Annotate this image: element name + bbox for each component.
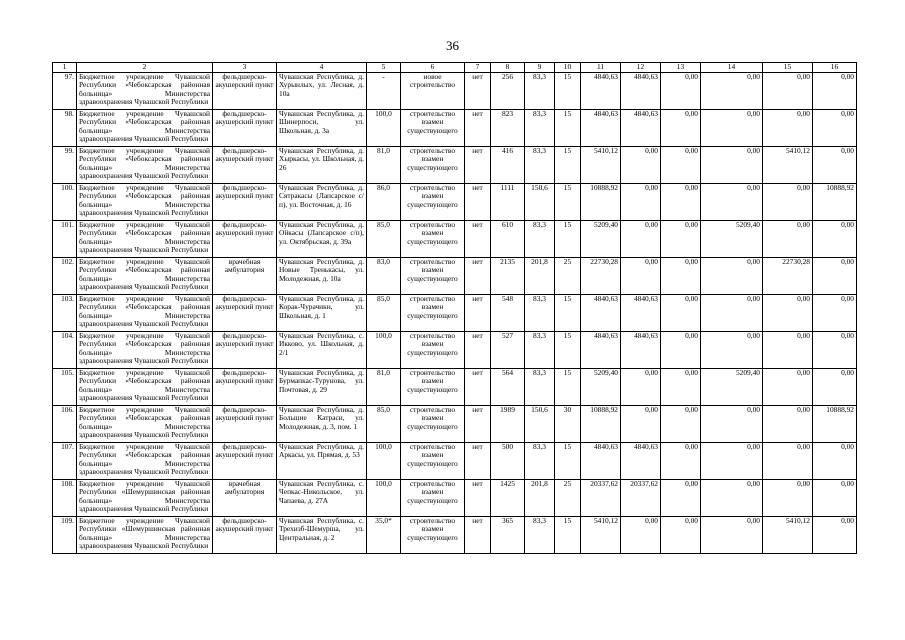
- organization-cell: Бюджетное учреждение Чувашской Республики «Чебоксарская районная больница» Министерства здравоохранения Чувашской Республики: [77, 72, 213, 109]
- area-cell: 83,3: [525, 331, 555, 368]
- total-cost-cell: 5209,40: [581, 220, 621, 257]
- facility-type-cell: фельдшерско-акушерский пункт: [213, 442, 277, 479]
- capacity-cell: 25: [555, 479, 581, 516]
- organization-cell: Бюджетное учреждение Чувашской Республики «Чебоксарская районная больница» Министерства здравоохранения Чувашской Республики: [77, 109, 213, 146]
- wear-percent-cell: 100,0: [367, 109, 401, 146]
- column-header: 3: [213, 63, 277, 73]
- col7-cell: нет: [465, 516, 491, 553]
- organization-cell: Бюджетное учреждение Чувашской Республики «Чебоксарская районная больница» Министерства здравоохранения Чувашской Республики: [77, 294, 213, 331]
- cost-2020-cell: 0,00: [661, 220, 701, 257]
- total-cost-cell: 5410,12: [581, 516, 621, 553]
- facility-type-cell: врачебная амбулатория: [213, 479, 277, 516]
- col7-cell: нет: [465, 442, 491, 479]
- table-row: [53, 220, 857, 257]
- column-header: 10: [555, 63, 581, 73]
- population-cell: 416: [491, 146, 525, 183]
- wear-percent-cell: 83,0: [367, 257, 401, 294]
- cost-2022-cell: 0,00: [763, 331, 813, 368]
- area-cell: 83,3: [525, 442, 555, 479]
- area-cell: 150,6: [525, 183, 555, 220]
- row-number: 99.: [53, 146, 77, 183]
- cost-2021-cell: 0,00: [701, 294, 763, 331]
- total-cost-cell: 4840,63: [581, 109, 621, 146]
- cost-2020-cell: 0,00: [661, 479, 701, 516]
- col7-cell: нет: [465, 109, 491, 146]
- column-header: 5: [367, 63, 401, 73]
- cost-2022-cell: 0,00: [763, 294, 813, 331]
- cost-2020-cell: 0,00: [661, 257, 701, 294]
- col7-cell: нет: [465, 331, 491, 368]
- col7-cell: нет: [465, 183, 491, 220]
- cost-2019-cell: 0,00: [621, 368, 661, 405]
- address-cell: Чувашская Республика, д. Ойкасы (Лапсарское с/п), ул. Октябрьская, д. 39а: [277, 220, 367, 257]
- population-cell: 1425: [491, 479, 525, 516]
- cost-2019-cell: 0,00: [621, 220, 661, 257]
- address-cell: Чувашская Республика, д. Аркасы, ул. Прямая, д. 53: [277, 442, 367, 479]
- address-cell: Чувашская Республика, д. Большие Катраси, ул. Молодежная, д. 3, пом. 1: [277, 405, 367, 442]
- col7-cell: нет: [465, 405, 491, 442]
- capacity-cell: 15: [555, 442, 581, 479]
- organization-cell: Бюджетное учреждение Чувашской Республики «Чебоксарская районная больница» Министерства здравоохранения Чувашской Республики: [77, 220, 213, 257]
- cost-2023-cell: 0,00: [813, 479, 857, 516]
- action-cell: строительство взамен существующего: [401, 183, 465, 220]
- wear-percent-cell: 85,0: [367, 294, 401, 331]
- col7-cell: нет: [465, 257, 491, 294]
- column-header: 15: [763, 63, 813, 73]
- cost-2022-cell: 22730,28: [763, 257, 813, 294]
- total-cost-cell: 5209,40: [581, 368, 621, 405]
- row-number: 108.: [53, 479, 77, 516]
- table-row: [53, 479, 857, 516]
- cost-2022-cell: 5410,12: [763, 516, 813, 553]
- organization-cell: Бюджетное учреждение Чувашской Республики «Чебоксарская районная больница» Министерства здравоохранения Чувашской Республики: [77, 183, 213, 220]
- area-cell: 83,3: [525, 72, 555, 109]
- capacity-cell: 15: [555, 146, 581, 183]
- action-cell: строительство взамен существующего: [401, 109, 465, 146]
- cost-2023-cell: 0,00: [813, 516, 857, 553]
- organization-cell: Бюджетное учреждение Чувашской Республики «Чебоксарская районная больница» Министерства здравоохранения Чувашской Республики: [77, 442, 213, 479]
- capacity-cell: 15: [555, 109, 581, 146]
- facility-type-cell: фельдшерско-акушерский пункт: [213, 72, 277, 109]
- cost-2022-cell: 0,00: [763, 479, 813, 516]
- wear-percent-cell: 81,0: [367, 146, 401, 183]
- cost-2019-cell: 0,00: [621, 516, 661, 553]
- cost-2023-cell: 0,00: [813, 294, 857, 331]
- row-number: 98.: [53, 109, 77, 146]
- table-row: [53, 331, 857, 368]
- table-row: [53, 72, 857, 109]
- row-number: 106.: [53, 405, 77, 442]
- col7-cell: нет: [465, 146, 491, 183]
- total-cost-cell: 4840,63: [581, 72, 621, 109]
- facility-type-cell: фельдшерско-акушерский пункт: [213, 516, 277, 553]
- area-cell: 83,3: [525, 220, 555, 257]
- capacity-cell: 15: [555, 294, 581, 331]
- wear-percent-cell: 100,0: [367, 479, 401, 516]
- column-header: 2: [77, 63, 213, 73]
- cost-2021-cell: 0,00: [701, 72, 763, 109]
- cost-2021-cell: 0,00: [701, 183, 763, 220]
- action-cell: строительство взамен существующего: [401, 405, 465, 442]
- table-row: [53, 368, 857, 405]
- population-cell: 548: [491, 294, 525, 331]
- cost-2021-cell: 0,00: [701, 479, 763, 516]
- cost-2020-cell: 0,00: [661, 368, 701, 405]
- facility-type-cell: фельдшерско-акушерский пункт: [213, 405, 277, 442]
- population-cell: 527: [491, 331, 525, 368]
- column-header: 4: [277, 63, 367, 73]
- column-header: 12: [621, 63, 661, 73]
- cost-2023-cell: 0,00: [813, 257, 857, 294]
- action-cell: строительство взамен существующего: [401, 516, 465, 553]
- cost-2022-cell: 0,00: [763, 72, 813, 109]
- column-header: 16: [813, 63, 857, 73]
- area-cell: 83,3: [525, 516, 555, 553]
- capacity-cell: 15: [555, 331, 581, 368]
- facility-type-cell: фельдшерско-акушерский пункт: [213, 294, 277, 331]
- action-cell: строительство взамен существующего: [401, 294, 465, 331]
- organization-cell: Бюджетное учреждение Чувашской Республики «Чебоксарская районная больница» Министерства здравоохранения Чувашской Республики: [77, 146, 213, 183]
- facility-type-cell: фельдшерско-акушерский пункт: [213, 331, 277, 368]
- col7-cell: нет: [465, 294, 491, 331]
- capacity-cell: 15: [555, 516, 581, 553]
- cost-2019-cell: 0,00: [621, 257, 661, 294]
- organization-cell: Бюджетное учреждение Чувашской Республики «Чебоксарская районная больница» Министерства здравоохранения Чувашской Республики: [77, 405, 213, 442]
- organization-cell: Бюджетное учреждение Чувашской Республики «Шемуршинская районная больница» Министерства здравоохранения Чувашской Республики: [77, 479, 213, 516]
- wear-percent-cell: 100,0: [367, 442, 401, 479]
- column-header: 14: [701, 63, 763, 73]
- row-number: 100.: [53, 183, 77, 220]
- cost-2023-cell: 0,00: [813, 442, 857, 479]
- cost-2022-cell: 0,00: [763, 442, 813, 479]
- organization-cell: Бюджетное учреждение Чувашской Республики «Чебоксарская районная больница» Министерства здравоохранения Чувашской Республики: [77, 257, 213, 294]
- cost-2022-cell: 0,00: [763, 109, 813, 146]
- population-cell: 500: [491, 442, 525, 479]
- area-cell: 83,3: [525, 368, 555, 405]
- column-header: 1: [53, 63, 77, 73]
- table-row: [53, 257, 857, 294]
- page-number: 36: [446, 38, 459, 53]
- row-number: 109.: [53, 516, 77, 553]
- address-cell: Чувашская Республика, с. Чепкас-Никольское, ул. Чапаева, д. 27А: [277, 479, 367, 516]
- address-cell: Чувашская Республика, с. Трехизб-Шемурша, ул. Центральная, д. 2: [277, 516, 367, 553]
- action-cell: строительство взамен существующего: [401, 368, 465, 405]
- total-cost-cell: 20337,62: [581, 479, 621, 516]
- cost-2019-cell: 20337,62: [621, 479, 661, 516]
- action-cell: строительство взамен существующего: [401, 257, 465, 294]
- action-cell: строительство взамен существующего: [401, 146, 465, 183]
- facility-type-cell: фельдшерско-акушерский пункт: [213, 109, 277, 146]
- area-cell: 83,3: [525, 109, 555, 146]
- wear-percent-cell: 85,0: [367, 220, 401, 257]
- column-header: 7: [465, 63, 491, 73]
- capacity-cell: 15: [555, 220, 581, 257]
- column-header: 6: [401, 63, 465, 73]
- cost-2021-cell: 0,00: [701, 331, 763, 368]
- column-header: 11: [581, 63, 621, 73]
- cost-2019-cell: 0,00: [621, 405, 661, 442]
- wear-percent-cell: 100,0: [367, 331, 401, 368]
- row-number: 104.: [53, 331, 77, 368]
- cost-2021-cell: 0,00: [701, 109, 763, 146]
- cost-2019-cell: 4840,63: [621, 442, 661, 479]
- capacity-cell: 30: [555, 405, 581, 442]
- action-cell: строительство взамен существующего: [401, 331, 465, 368]
- cost-2023-cell: 0,00: [813, 368, 857, 405]
- col7-cell: нет: [465, 479, 491, 516]
- population-cell: 256: [491, 72, 525, 109]
- cost-2023-cell: 0,00: [813, 109, 857, 146]
- address-cell: Чувашская Республика, д. Бурмапкас-Турунова, ул. Почтовая, д. 29: [277, 368, 367, 405]
- table-row: [53, 442, 857, 479]
- table-row: [53, 294, 857, 331]
- action-cell: строительство взамен существующего: [401, 479, 465, 516]
- cost-2019-cell: 4840,63: [621, 294, 661, 331]
- col7-cell: нет: [465, 220, 491, 257]
- facility-type-cell: врачебная амбулатория: [213, 257, 277, 294]
- table-row: [53, 516, 857, 553]
- population-cell: 564: [491, 368, 525, 405]
- cost-2020-cell: 0,00: [661, 331, 701, 368]
- cost-2023-cell: 0,00: [813, 146, 857, 183]
- cost-2023-cell: 0,00: [813, 72, 857, 109]
- wear-percent-cell: 86,0: [367, 183, 401, 220]
- cost-2020-cell: 0,00: [661, 183, 701, 220]
- facility-type-cell: фельдшерско-акушерский пункт: [213, 368, 277, 405]
- total-cost-cell: 10888,92: [581, 183, 621, 220]
- address-cell: Чувашская Республика, д. Шинерпоси, ул. Школьная, д. 3а: [277, 109, 367, 146]
- header-row: [53, 63, 857, 73]
- total-cost-cell: 5410,12: [581, 146, 621, 183]
- population-cell: 2135: [491, 257, 525, 294]
- cost-2023-cell: 10888,92: [813, 183, 857, 220]
- cost-2020-cell: 0,00: [661, 72, 701, 109]
- facility-type-cell: фельдшерско-акушерский пункт: [213, 146, 277, 183]
- cost-2023-cell: 0,00: [813, 331, 857, 368]
- population-cell: 365: [491, 516, 525, 553]
- wear-percent-cell: 85,0: [367, 405, 401, 442]
- wear-percent-cell: -: [367, 72, 401, 109]
- organization-cell: Бюджетное учреждение Чувашской Республики «Чебоксарская районная больница» Министерства здравоохранения Чувашской Республики: [77, 368, 213, 405]
- cost-2021-cell: 5209,40: [701, 220, 763, 257]
- action-cell: строительство взамен существующего: [401, 220, 465, 257]
- cost-2022-cell: 0,00: [763, 220, 813, 257]
- column-header: 9: [525, 63, 555, 73]
- population-cell: 610: [491, 220, 525, 257]
- area-cell: 150,6: [525, 405, 555, 442]
- cost-2020-cell: 0,00: [661, 294, 701, 331]
- facility-type-cell: фельдшерско-акушерский пункт: [213, 220, 277, 257]
- capacity-cell: 15: [555, 183, 581, 220]
- table-row: [53, 405, 857, 442]
- wear-percent-cell: 81,0: [367, 368, 401, 405]
- address-cell: Чувашская Республика, с. Икково, ул. Школьная, д. 2/1: [277, 331, 367, 368]
- row-number: 102.: [53, 257, 77, 294]
- facilities-table: [52, 62, 857, 554]
- cost-2020-cell: 0,00: [661, 405, 701, 442]
- total-cost-cell: 10888,92: [581, 405, 621, 442]
- total-cost-cell: 4840,63: [581, 331, 621, 368]
- address-cell: Чувашская Республика, д. Корак-Чурачики, ул. Школьная, д. 1: [277, 294, 367, 331]
- area-cell: 83,3: [525, 146, 555, 183]
- address-cell: Чувашская Республика, д. Новые Тренькасы, ул. Молодежная, д. 10а: [277, 257, 367, 294]
- col7-cell: нет: [465, 72, 491, 109]
- row-number: 101.: [53, 220, 77, 257]
- cost-2019-cell: 4840,63: [621, 331, 661, 368]
- capacity-cell: 15: [555, 72, 581, 109]
- address-cell: Чувашская Республика, д. Сятракасы (Лапсарское с/п), ул. Восточная, д. 16: [277, 183, 367, 220]
- cost-2019-cell: 4840,63: [621, 109, 661, 146]
- cost-2020-cell: 0,00: [661, 516, 701, 553]
- row-number: 105.: [53, 368, 77, 405]
- population-cell: 1989: [491, 405, 525, 442]
- address-cell: Чувашская Республика, д. Хурынлых, ул. Лесная, д. 10а: [277, 72, 367, 109]
- total-cost-cell: 22730,28: [581, 257, 621, 294]
- row-number: 103.: [53, 294, 77, 331]
- col7-cell: нет: [465, 368, 491, 405]
- population-cell: 823: [491, 109, 525, 146]
- address-cell: Чувашская Республика, д. Хыркасы, ул. Школьная, д. 26: [277, 146, 367, 183]
- column-header: 13: [661, 63, 701, 73]
- cost-2022-cell: 0,00: [763, 405, 813, 442]
- cost-2021-cell: 0,00: [701, 146, 763, 183]
- cost-2023-cell: 10888,92: [813, 405, 857, 442]
- cost-2022-cell: 0,00: [763, 183, 813, 220]
- cost-2019-cell: 4840,63: [621, 72, 661, 109]
- cost-2021-cell: 0,00: [701, 442, 763, 479]
- cost-2019-cell: 0,00: [621, 146, 661, 183]
- cost-2021-cell: 0,00: [701, 516, 763, 553]
- area-cell: 83,3: [525, 294, 555, 331]
- table-row: [53, 109, 857, 146]
- cost-2021-cell: 0,00: [701, 257, 763, 294]
- row-number: 97.: [53, 72, 77, 109]
- cost-2022-cell: 0,00: [763, 368, 813, 405]
- facility-type-cell: фельдшерско-акушерский пункт: [213, 183, 277, 220]
- cost-2023-cell: 0,00: [813, 220, 857, 257]
- action-cell: строительство взамен существующего: [401, 442, 465, 479]
- wear-percent-cell: 35,0*: [367, 516, 401, 553]
- area-cell: 201,8: [525, 479, 555, 516]
- cost-2022-cell: 5410,12: [763, 146, 813, 183]
- column-header: 8: [491, 63, 525, 73]
- population-cell: 1111: [491, 183, 525, 220]
- table-row: [53, 146, 857, 183]
- organization-cell: Бюджетное учреждение Чувашской Республики «Шемуршинская районная больница» Министерства здравоохранения Чувашской Республики: [77, 516, 213, 553]
- cost-2021-cell: 0,00: [701, 405, 763, 442]
- total-cost-cell: 4840,63: [581, 442, 621, 479]
- cost-2019-cell: 0,00: [621, 183, 661, 220]
- cost-2020-cell: 0,00: [661, 146, 701, 183]
- row-number: 107.: [53, 442, 77, 479]
- action-cell: новое строительство: [401, 72, 465, 109]
- cost-2020-cell: 0,00: [661, 442, 701, 479]
- cost-2020-cell: 0,00: [661, 109, 701, 146]
- organization-cell: Бюджетное учреждение Чувашской Республики «Чебоксарская районная больница» Министерства здравоохранения Чувашской Республики: [77, 331, 213, 368]
- table-row: [53, 183, 857, 220]
- capacity-cell: 15: [555, 368, 581, 405]
- cost-2021-cell: 5209,40: [701, 368, 763, 405]
- capacity-cell: 25: [555, 257, 581, 294]
- area-cell: 201,8: [525, 257, 555, 294]
- total-cost-cell: 4840,63: [581, 294, 621, 331]
